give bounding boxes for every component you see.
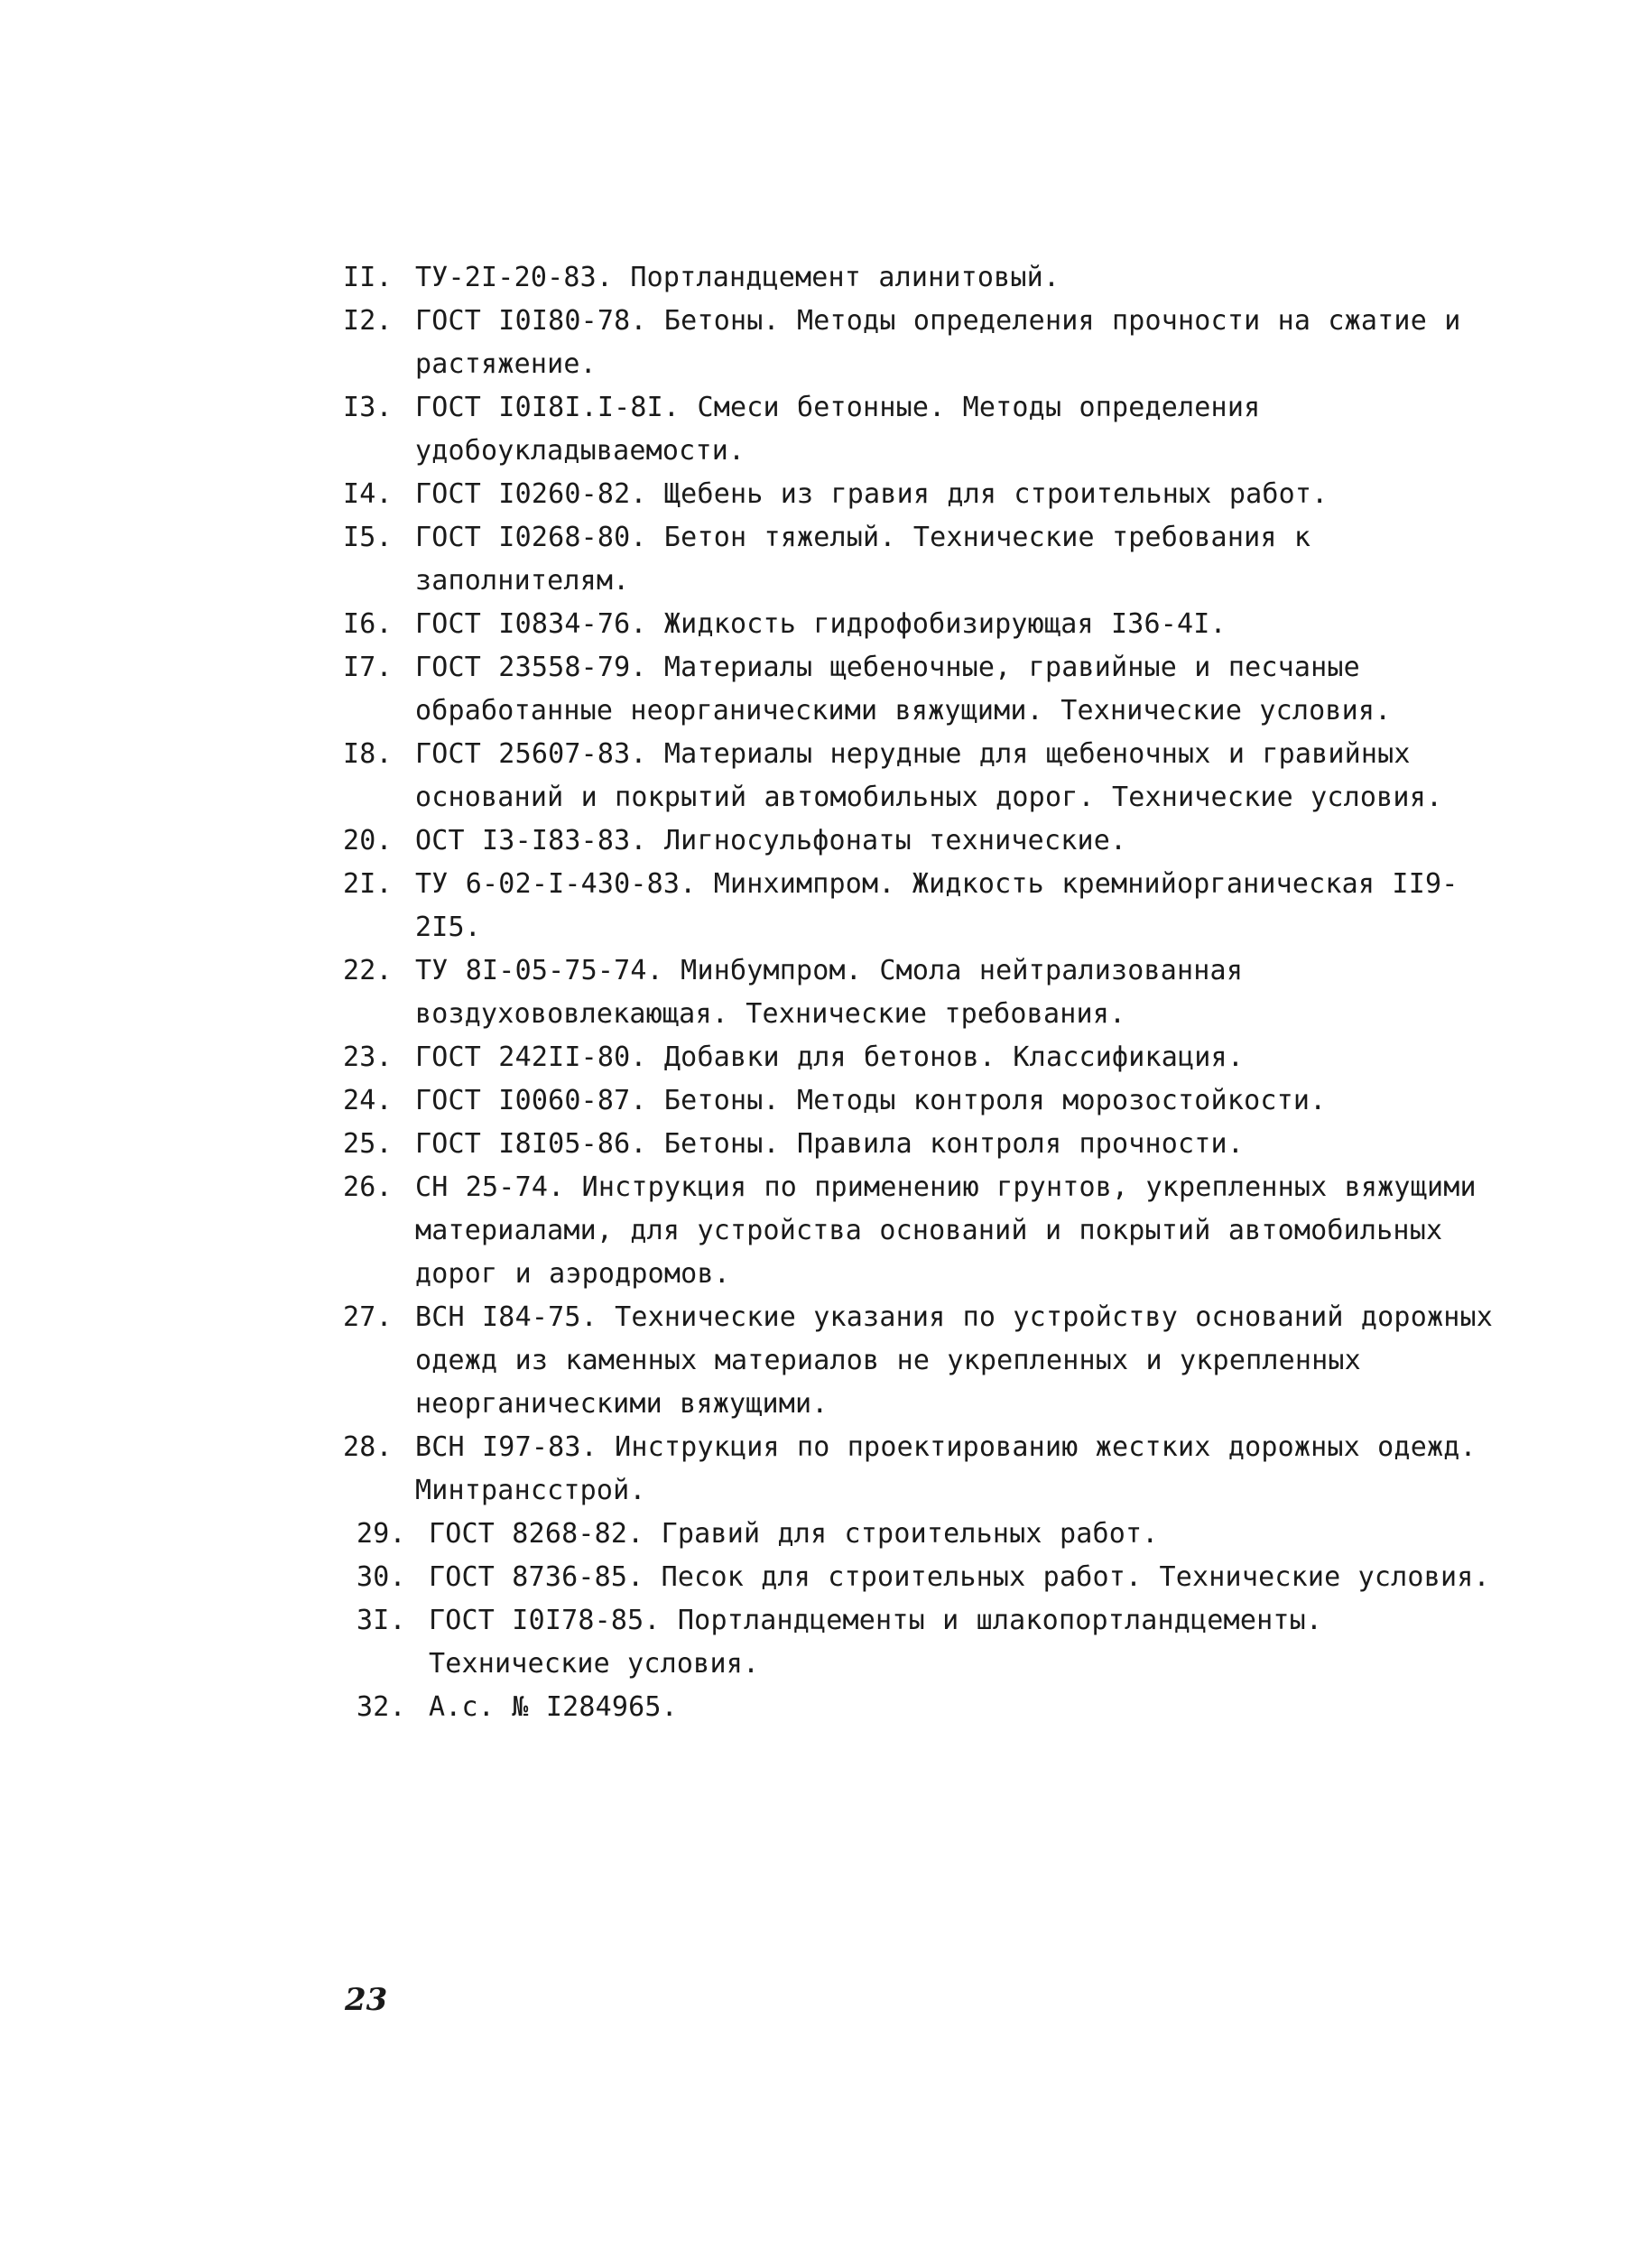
reference-text: ГОСТ I8I05-86. Бетоны. Правила контроля прочности. bbox=[415, 1128, 1245, 1160]
reference-number: II. bbox=[343, 262, 393, 293]
reference-number: I6. bbox=[343, 608, 393, 640]
reference-text: ГОСТ I0I78-85. Портландцементы и шлакопортландцементы. Технические условия. bbox=[429, 1605, 1323, 1680]
reference-item bbox=[343, 1426, 1516, 1513]
reference-text: ГОСТ 8268-82. Гравий для строительных работ. bbox=[429, 1518, 1159, 1550]
reference-number: I5. bbox=[343, 522, 393, 553]
reference-number: I7. bbox=[343, 652, 393, 683]
reference-number: 22. bbox=[343, 955, 393, 986]
reference-number: 32. bbox=[357, 1691, 406, 1723]
reference-number: I2. bbox=[343, 305, 393, 337]
reference-text: ГОСТ 23558-79. Материалы щебеночные, гравийные и песчаные обработанные неорганическими вяжущими. Технические условия. bbox=[415, 652, 1392, 727]
reference-text: ГОСТ I0834-76. Жидкость гидрофобизирующая I36-4I. bbox=[415, 608, 1227, 640]
reference-number: 24. bbox=[343, 1085, 393, 1116]
reference-text: ГОСТ I0268-80. Бетон тяжелый. Технические требования к заполнителям. bbox=[415, 522, 1311, 597]
reference-text: А.с. № I284965. bbox=[429, 1691, 678, 1723]
reference-number: I8. bbox=[343, 738, 393, 770]
reference-item bbox=[343, 819, 1516, 863]
reference-text: ОСТ I3-I83-83. Лигносульфонаты технические. bbox=[415, 825, 1127, 856]
reference-text: СН 25-74. Инструкция по применению грунтов, укрепленных вяжущими материалами, для устройства оснований и покрытий автомобильных дорог и аэродромов. bbox=[415, 1171, 1477, 1290]
reference-number: 20. bbox=[343, 825, 393, 856]
reference-item bbox=[343, 646, 1516, 733]
reference-number: I3. bbox=[343, 392, 393, 423]
page-number: 23 bbox=[345, 1982, 388, 2018]
reference-text: ГОСТ I0260-82. Щебень из гравия для строительных работ. bbox=[415, 478, 1329, 510]
reference-text: ГОСТ I0060-87. Бетоны. Методы контроля морозостойкости. bbox=[415, 1085, 1327, 1116]
reference-number: 28. bbox=[343, 1431, 393, 1463]
reference-text: ВСН I84-75. Технические указания по устройству оснований дорожных одежд из каменных материалов не укрепленных и укрепленных неорганическими вяжущими. bbox=[415, 1301, 1493, 1420]
reference-number: 2I. bbox=[343, 868, 393, 900]
reference-number: 29. bbox=[357, 1518, 406, 1550]
reference-text: ГОСТ 25607-83. Материалы нерудные для щебеночных и гравийных оснований и покрытий автомобильных дорог. Технические условия. bbox=[415, 738, 1443, 813]
reference-item bbox=[343, 256, 1516, 300]
reference-item bbox=[343, 1513, 1516, 1556]
reference-list bbox=[343, 256, 1516, 1729]
reference-number: 3I. bbox=[357, 1605, 406, 1636]
reference-number: 27. bbox=[343, 1301, 393, 1333]
reference-item bbox=[343, 300, 1516, 386]
reference-item bbox=[343, 733, 1516, 819]
reference-item bbox=[343, 473, 1516, 516]
reference-item bbox=[343, 1686, 1516, 1729]
reference-item bbox=[343, 603, 1516, 646]
reference-item bbox=[343, 1166, 1516, 1296]
reference-item bbox=[343, 1123, 1516, 1166]
reference-text: ТУ-2I-20-83. Портландцемент алинитовый. bbox=[415, 262, 1060, 293]
reference-text: ВСН I97-83. Инструкция по проектированию жестких дорожных одежд. Минтрансстрой. bbox=[415, 1431, 1477, 1506]
reference-number: I4. bbox=[343, 478, 393, 510]
reference-text: ТУ 6-02-I-430-83. Минхимпром. Жидкость кремнийорганическая II9-2I5. bbox=[415, 868, 1459, 943]
reference-item bbox=[343, 1036, 1516, 1079]
reference-text: ГОСТ I0I8I.I-8I. Смеси бетонные. Методы определения удобоукладываемости. bbox=[415, 392, 1261, 467]
reference-item bbox=[343, 1556, 1516, 1599]
reference-number: 25. bbox=[343, 1128, 393, 1160]
reference-item bbox=[343, 386, 1516, 473]
reference-item bbox=[343, 863, 1516, 949]
reference-item bbox=[343, 1296, 1516, 1426]
reference-text: ГОСТ I0I80-78. Бетоны. Методы определения прочности на сжатие и растяжение. bbox=[415, 305, 1461, 380]
reference-text: ГОСТ 8736-85. Песок для строительных работ. Технические условия. bbox=[429, 1561, 1490, 1593]
reference-text: ГОСТ 242II-80. Добавки для бетонов. Классификация. bbox=[415, 1041, 1245, 1073]
reference-number: 30. bbox=[357, 1561, 406, 1593]
reference-item bbox=[343, 516, 1516, 603]
reference-number: 23. bbox=[343, 1041, 393, 1073]
reference-item bbox=[343, 1079, 1516, 1123]
reference-text: ТУ 8I-05-75-74. Минбумпром. Смола нейтрализованная воздухововлекающая. Технические требования. bbox=[415, 955, 1244, 1030]
reference-item bbox=[343, 1599, 1516, 1686]
reference-item bbox=[343, 949, 1516, 1036]
reference-number: 26. bbox=[343, 1171, 393, 1203]
